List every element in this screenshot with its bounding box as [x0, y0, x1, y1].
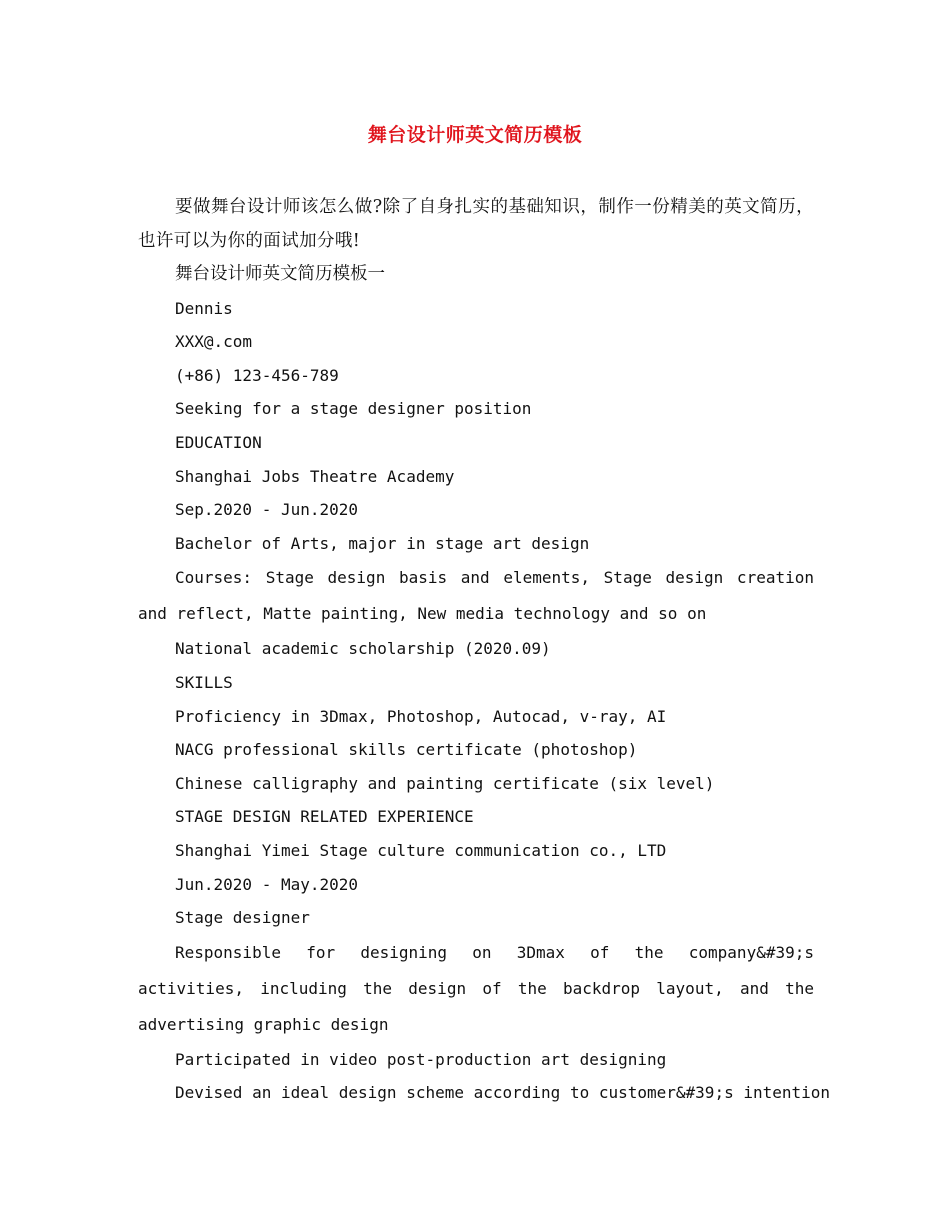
experience-company: Shanghai Yimei Stage culture communication co., LTD	[175, 840, 667, 860]
experience-item: Responsible for designing on 3Dmax of the company&#39;s activities, including the design of the backdrop layout, and the advertising graphic design	[138, 942, 814, 1034]
document-body	[138, 190, 831, 1110]
education-degree: Bachelor of Arts, major in stage art design	[175, 533, 590, 553]
skills-heading: SKILLS	[175, 672, 233, 692]
education-dates: Sep.2020 - Jun.2020	[175, 500, 359, 520]
skills-item: NACG professional skills certificate (photoshop)	[175, 740, 638, 760]
candidate-phone: (+86) 123-456-789	[175, 365, 339, 385]
template-heading: 舞台设计师英文简历模板一	[175, 264, 385, 284]
intro-paragraph: 要做舞台设计师该怎么做?除了自身扎实的基础知识，制作一份精美的英文简历，也许可以为你的面试加分哦!	[138, 197, 814, 251]
objective: Seeking for a stage designer position	[175, 399, 532, 419]
education-scholarship: National academic scholarship (2020.09)	[175, 639, 551, 659]
document-title: 舞台设计师英文简历模板	[367, 124, 583, 146]
experience-heading: STAGE DESIGN RELATED EXPERIENCE	[175, 807, 474, 827]
education-heading: EDUCATION	[175, 432, 262, 452]
experience-item: Participated in video post-production art designing	[175, 1049, 667, 1069]
experience-dates: Jun.2020 - May.2020	[175, 874, 359, 894]
experience-item: Devised an ideal design scheme according to customer&#39;s intention	[175, 1083, 831, 1103]
experience-role: Stage designer	[175, 908, 310, 928]
candidate-name: Dennis	[175, 298, 233, 318]
education-school: Shanghai Jobs Theatre Academy	[175, 466, 455, 486]
education-courses: Courses: Stage design basis and elements, Stage design creation and reflect, Matte painting, New media technology and so on	[138, 568, 814, 624]
skills-item: Proficiency in 3Dmax, Photoshop, Autocad, v-ray, AI	[175, 706, 667, 726]
skills-item: Chinese calligraphy and painting certificate (six level)	[175, 773, 715, 793]
candidate-email: XXX@.com	[175, 332, 253, 352]
